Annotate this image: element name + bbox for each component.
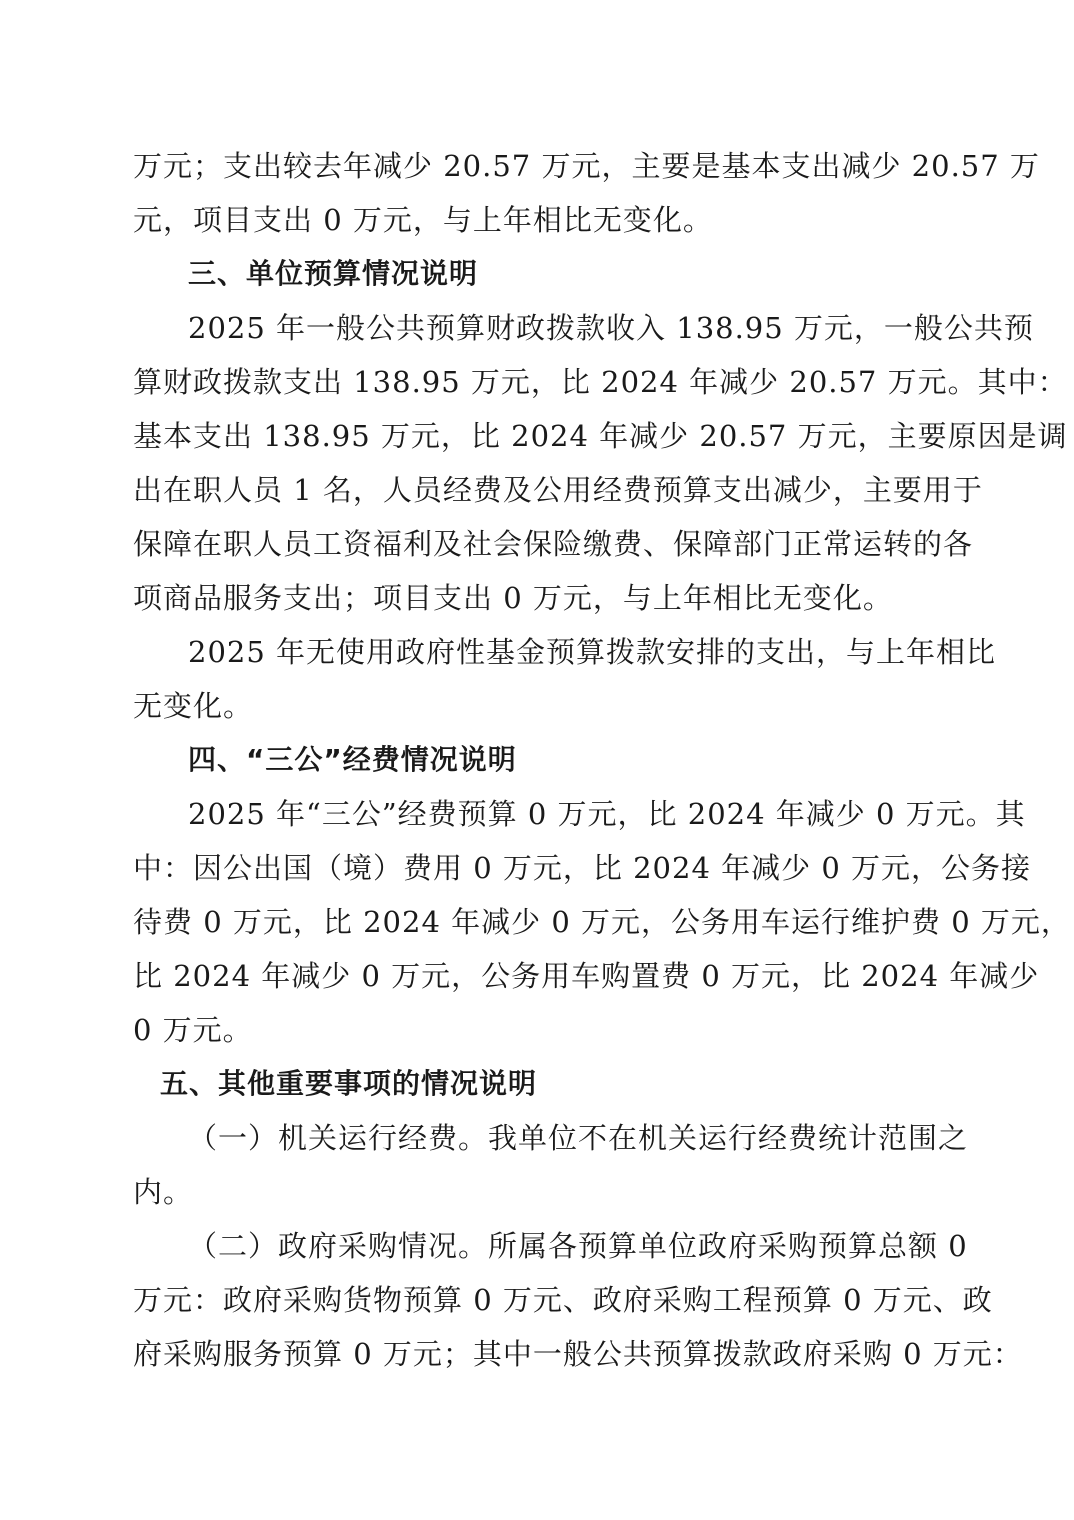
section-heading-4: 四、“三公”经费情况说明 [188,743,517,776]
body-text-line: （二）政府采购情况。所属各预算单位政府采购预算总额 0 [188,1229,968,1263]
body-text-line: 保障在职人员工资福利及社会保险缴费、保障部门正常运转的各 [133,527,974,561]
body-text-line: （一）机关运行经费。我单位不在机关运行经费统计范围之 [188,1121,969,1155]
body-text-line: 2025 年“三公”经费预算 0 万元，比 2024 年减少 0 万元。其 [188,797,1026,831]
body-text-line: 无变化。 [133,689,254,723]
body-text-line: 元，项目支出 0 万元，与上年相比无变化。 [133,203,713,237]
section-heading-5: 五、其他重要事项的情况说明 [160,1067,538,1100]
body-text-line: 比 2024 年减少 0 万元，公务用车购置费 0 万元，比 2024 年减少 [133,959,1040,993]
body-text-line: 中：因公出国（境）费用 0 万元，比 2024 年减少 0 万元，公务接 [133,851,1032,885]
body-text-line: 算财政拨款支出 138.95 万元，比 2024 年减少 20.57 万元。其中： [133,365,1068,399]
body-text-line: 基本支出 138.95 万元，比 2024 年减少 20.57 万元，主要原因是调 [133,419,1068,453]
body-text-line: 万元：政府采购货物预算 0 万元、政府采购工程预算 0 万元、政 [133,1283,993,1317]
body-text-line: 0 万元。 [133,1013,253,1047]
body-text-line: 内。 [133,1175,194,1209]
section-heading-3: 三、单位预算情况说明 [188,257,479,290]
body-text-line: 项商品服务支出；项目支出 0 万元，与上年相比无变化。 [133,581,893,615]
body-text-line: 万元；支出较去年减少 20.57 万元，主要是基本支出减少 20.57 万 [133,149,1040,183]
body-text-line: 2025 年一般公共预算财政拨款收入 138.95 万元，一般公共预 [188,311,1034,345]
body-text-line: 2025 年无使用政府性基金预算拨款安排的支出，与上年相比 [188,635,997,669]
body-text-line: 出在职人员 1 名，人员经费及公用经费预算支出减少，主要用于 [133,473,983,507]
body-text-line: 府采购服务预算 0 万元；其中一般公共预算拨款政府采购 0 万元： [133,1337,1023,1371]
body-text-line: 待费 0 万元，比 2024 年减少 0 万元，公务用车运行维护费 0 万元， [133,905,1071,939]
